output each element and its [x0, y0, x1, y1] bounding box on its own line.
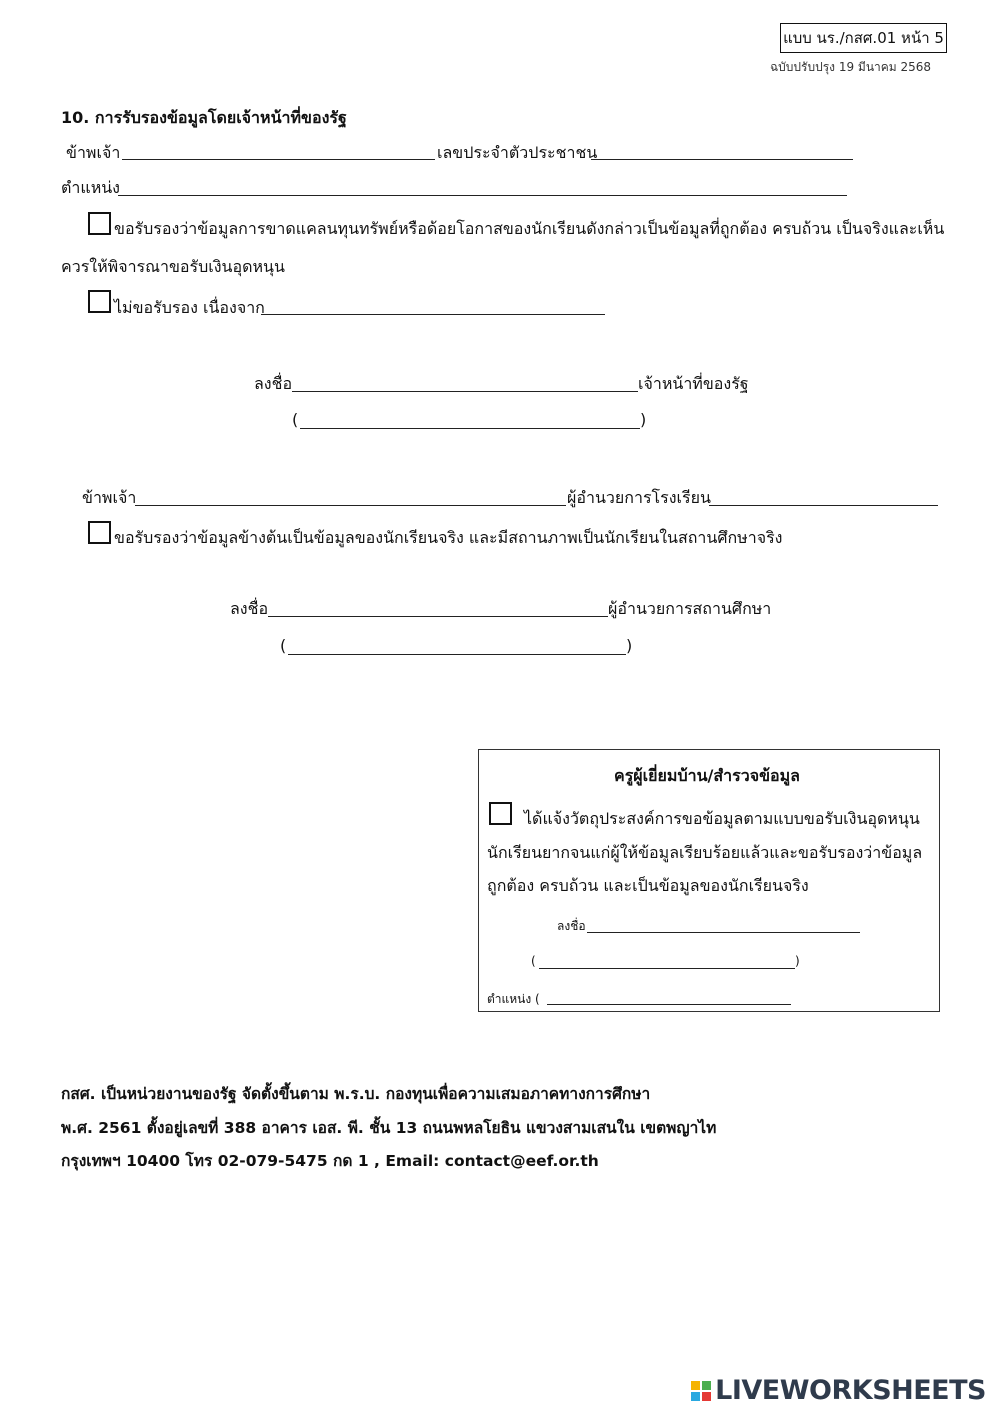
teacher-paren-open: (	[531, 954, 536, 968]
liveworksheets-logo-icon	[691, 1381, 711, 1401]
officer-role-label: เจ้าหน้าที่ของรัฐ	[638, 374, 749, 393]
teacher-sign-label: ลงชื่อ	[557, 919, 586, 933]
id-label: เลขประจำตัวประชาชน	[437, 143, 598, 162]
teacher-signature-field[interactable]	[587, 932, 860, 933]
officer-paren-open: (	[292, 410, 299, 429]
school-name-field[interactable]	[709, 505, 938, 506]
officer-sign-label: ลงชื่อ	[254, 374, 293, 393]
footer-line2: พ.ศ. 2561 ตั้งอยู่เลขที่ 388 อาคาร เอส. พี. ชั้น 13 ถนนพหลโยธิน แขวงสามเสนใน เขตพญาไท	[61, 1119, 717, 1137]
section-title: 10. การรับรองข้อมูลโดยเจ้าหน้าที่ของรัฐ	[61, 108, 347, 127]
logo-square-4	[702, 1392, 711, 1401]
citizen-id-field[interactable]	[591, 159, 853, 160]
director-signature-field[interactable]	[268, 616, 608, 617]
teacher-certify-checkbox[interactable]	[489, 802, 512, 825]
officer-signature-field[interactable]	[292, 391, 638, 392]
director-sign-label: ลงชื่อ	[230, 599, 269, 618]
position-label: ตำแหน่ง	[61, 178, 120, 197]
teacher-position-field[interactable]	[547, 1004, 791, 1005]
form-code-box: แบบ นร./กสศ.01 หน้า 5	[780, 23, 947, 53]
footer-line3: กรุงเทพฯ 10400 โทร 02-079-5475 กด 1 , Email: contact@eef.or.th	[61, 1152, 599, 1170]
teacher-certification-box	[478, 749, 940, 1012]
director-role-label: ผู้อำนวยการสถานศึกษา	[608, 599, 772, 618]
director-i-label: ข้าพเจ้า	[82, 488, 137, 507]
certify-checkbox[interactable]	[88, 212, 111, 235]
certify-text-line1: ขอรับรองว่าข้อมูลการขาดแคลนทุนทรัพย์หรือด้อยโอกาสของนักเรียนดังกล่าวเป็นข้อมูลที่ถูกต้อง ครบถ้วน เป็นจริงและเห็น	[114, 219, 945, 238]
footer-line1: กสศ. เป็นหน่วยงานของรัฐ จัดตั้งขึ้นตาม พ.ร.บ. กองทุนเพื่อความเสมอภาคทางการศึกษา	[61, 1085, 651, 1103]
logo-square-1	[691, 1381, 700, 1390]
officer-name-field[interactable]	[122, 159, 435, 160]
director-certify-checkbox[interactable]	[88, 521, 111, 544]
director-label: ผู้อำนวยการโรงเรียน	[567, 488, 711, 507]
teacher-box-title: ครูผู้เยี่ยมบ้าน/สำรวจข้อมูล	[614, 766, 800, 785]
director-paren-close: )	[626, 636, 633, 655]
certify-text-line2: ควรให้พิจารณาขอรับเงินอุดหนุน	[61, 257, 285, 276]
not-certify-reason-field[interactable]	[261, 314, 605, 315]
liveworksheets-logo-text: LIVEWORKSHEETS	[715, 1375, 986, 1406]
officer-printed-name-field[interactable]	[300, 428, 640, 429]
teacher-paren-close: )	[795, 954, 800, 968]
director-printed-name-field[interactable]	[288, 654, 626, 655]
teacher-text-line1: ได้แจ้งวัตถุประสงค์การขอข้อมูลตามแบบขอรับเงินอุดหนุน	[524, 809, 920, 828]
logo-square-2	[702, 1381, 711, 1390]
director-name-field[interactable]	[135, 505, 566, 506]
director-paren-open: (	[280, 636, 287, 655]
revision-date: ฉบับปรับปรุง 19 มีนาคม 2568	[770, 60, 932, 74]
teacher-text-line2: นักเรียนยากจนแก่ผู้ให้ข้อมูลเรียบร้อยแล้วและขอรับรองว่าข้อมูล	[487, 843, 923, 862]
not-certify-checkbox[interactable]	[88, 290, 111, 313]
not-certify-text: ไม่ขอรับรอง เนื่องจาก	[114, 298, 265, 317]
director-certify-text: ขอรับรองว่าข้อมูลข้างต้นเป็นข้อมูลของนักเรียนจริง และมีสถานภาพเป็นนักเรียนในสถานศึกษาจริง	[114, 528, 783, 547]
i-label: ข้าพเจ้า	[66, 143, 121, 162]
logo-square-3	[691, 1392, 700, 1401]
teacher-printed-name-field[interactable]	[539, 968, 795, 969]
position-field[interactable]	[118, 195, 847, 196]
teacher-text-line3: ถูกต้อง ครบถ้วน และเป็นข้อมูลของนักเรียนจริง	[487, 876, 809, 895]
teacher-position-label: ตำแหน่ง (	[487, 992, 540, 1006]
officer-paren-close: )	[640, 410, 647, 429]
liveworksheets-logo	[691, 1375, 986, 1406]
